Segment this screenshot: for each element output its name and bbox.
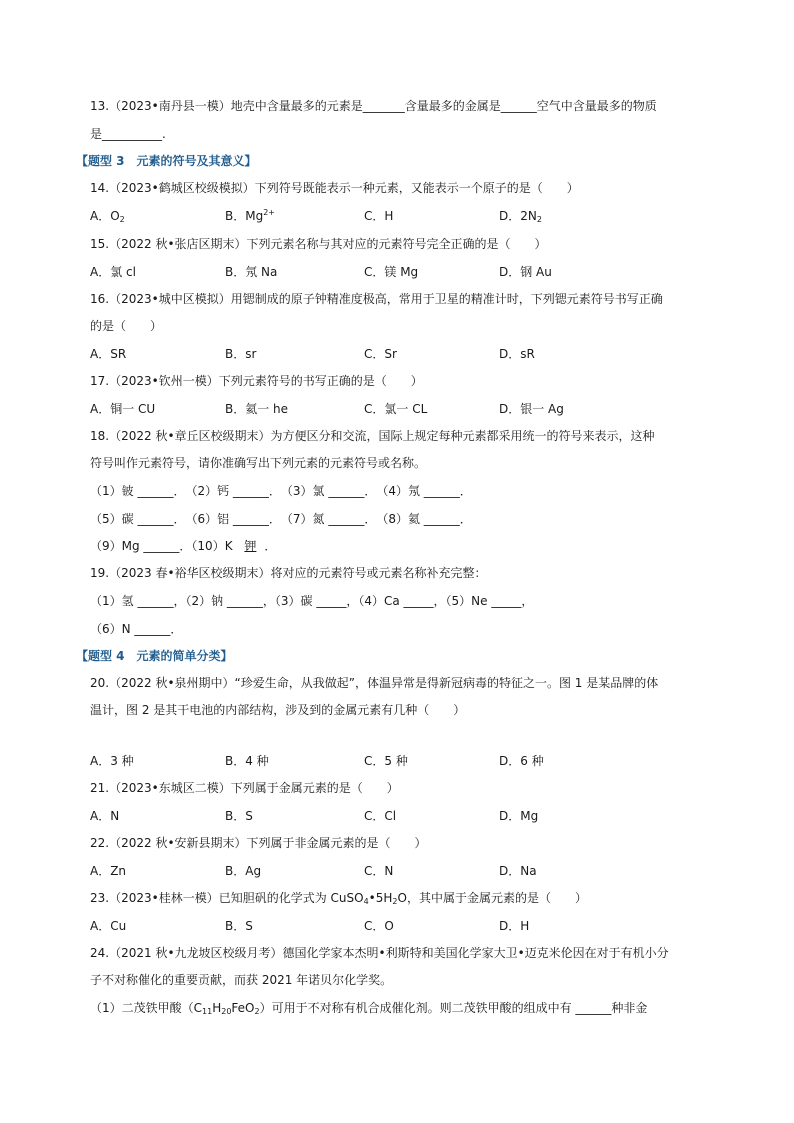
q15-option-b[interactable]: B．氖 Na — [225, 265, 278, 279]
q13-line2: 是__________. — [90, 127, 166, 141]
q24-line2: 子不对称催化的重要贡献，而获 2021 年诺贝尔化学奖。 — [90, 973, 393, 987]
q18-line2: 符号叫作元素符号，请你准确写出下列元素的元素符号或名称。 — [90, 456, 427, 470]
q20-option-c[interactable]: C．5 种 — [364, 754, 408, 768]
q22-option-d[interactable]: D．Na — [499, 864, 537, 878]
subscript: 2 — [392, 897, 398, 906]
q20-option-b[interactable]: B．4 种 — [225, 754, 269, 768]
q22-option-c[interactable]: C．N — [364, 864, 394, 878]
q19-stem: 19.（2023 春•裕华区校级期末）将对应的元素符号或元素名称补充完整： — [90, 566, 487, 580]
q18-blanks-row3[interactable] — [90, 538, 276, 554]
q18-blanks-row2[interactable]: （5）碳 ______． （6）铝 ______． （7）氮 ______． （8）氦 ______． — [90, 512, 472, 526]
q17-option-a[interactable]: A．铜一 CU — [90, 402, 156, 416]
section-4-heading: 【题型 4 元素的简单分类】 — [76, 649, 233, 663]
q14-option-d[interactable] — [499, 208, 542, 224]
q15-stem: 15.（2022 秋•张店区期末）下列元素名称与其对应的元素符号完全正确的是（ ） — [90, 237, 547, 251]
q23-stem-part3: O，其中属于金属元素的是（ ） — [397, 891, 587, 905]
q17-stem: 17.（2023•钦州一模）下列元素符号的书写正确的是（ ） — [90, 374, 423, 388]
q20-line1: 20.（2022 秋•泉州期中）“珍爱生命，从我做起”，体温异常是得新冠病毒的特征之一。图 1 是某品牌的体 — [90, 676, 659, 690]
q16-line2: 的是（ ） — [90, 319, 163, 333]
q17-option-d[interactable]: D．银一 Ag — [499, 402, 564, 416]
subscript: 20 — [221, 1007, 232, 1016]
q23-option-b[interactable]: B．S — [225, 919, 253, 933]
subscript: 2 — [119, 215, 125, 224]
subscript: 2 — [254, 1007, 260, 1016]
q22-stem: 22.（2022 秋•安新县期末）下列属于非金属元素的是（ ） — [90, 836, 427, 850]
q14-stem: 14.（2023•鹤城区校级模拟）下列符号既能表示一种元素，又能表示一个原子的是（ ） — [90, 181, 579, 195]
q19-blanks-row1[interactable]: （1）氢 ______，（2）钠 ______，（3）碳 _____，（4）Ca _____，（5）Ne _____， — [90, 594, 534, 608]
q18-blanks-row1[interactable]: （1）铍 ______． （2）钙 ______． （3）氯 ______． （4）氖 ______． — [90, 484, 472, 498]
q14-option-c[interactable]: C．H — [364, 209, 394, 223]
superscript: 2+ — [263, 208, 276, 217]
q22-option-b[interactable]: B．Ag — [225, 864, 262, 878]
q20-option-a[interactable]: A．3 种 — [90, 754, 134, 768]
subscript: 4 — [363, 897, 369, 906]
q15-option-a[interactable]: A．氯 cl — [90, 265, 136, 279]
q21-option-c[interactable]: C．Cl — [364, 809, 397, 823]
q23-option-d[interactable]: D．H — [499, 919, 530, 933]
q23-stem-part2: •5H — [368, 891, 393, 905]
q21-option-d[interactable]: D．Mg — [499, 809, 539, 823]
q23-stem-part1: 23.（2023•桂林一模）已知胆矾的化学式为 CuSO — [90, 891, 364, 905]
q24-line1: 24.（2021 秋•九龙坡区校级月考）德国化学家本杰明•利斯特和美国化学家大卫•迈克米伦因在对于有机小分 — [90, 946, 669, 960]
q21-option-b[interactable]: B．S — [225, 809, 253, 823]
q18-row3-text: （9）Mg ______．（10）K — [90, 539, 237, 553]
q24-sub1-part2: H — [212, 1001, 222, 1015]
q21-option-a[interactable]: A．N — [90, 809, 120, 823]
q17-option-b[interactable]: B．氦一 he — [225, 402, 289, 416]
q14-option-a[interactable] — [90, 208, 125, 224]
q20-option-d[interactable]: D．6 种 — [499, 754, 544, 768]
q14-option-d-text: D．2N — [499, 209, 537, 223]
q19-blanks-row2[interactable]: （6）N ______． — [90, 622, 183, 636]
q24-sub1-part1: （1）二茂铁甲酸（C — [90, 1001, 203, 1015]
q21-stem: 21.（2023•东城区二模）下列属于金属元素的是（ ） — [90, 781, 399, 795]
q23-option-c[interactable]: C．O — [364, 919, 394, 933]
q24-sub1-part4: ）可用于不对称有机合成催化剂。则二茂铁甲酸的组成中有 ______种非金 — [259, 1001, 648, 1015]
q23-option-a[interactable]: A．Cu — [90, 919, 127, 933]
q24-subquestion-1[interactable] — [90, 1000, 647, 1016]
section-3-heading: 【题型 3 元素的符号及其意义】 — [76, 154, 257, 168]
q14-option-b-text: B．Mg — [225, 209, 264, 223]
subscript: 11 — [202, 1007, 213, 1016]
q16-line1: 16.（2023•城中区模拟）用锶制成的原子钟精准度极高，常用于卫星的精准计时，下列锶元素符号书写正确 — [90, 292, 663, 306]
q18-line1: 18.（2022 秋•章丘区校级期末）为方便区分和交流，国际上规定每种元素都采用统一的符号来表示，这种 — [90, 429, 655, 443]
q14-option-b[interactable] — [225, 208, 275, 224]
q18-row3-end: ． — [264, 539, 277, 553]
q14-option-a-text: A．O — [90, 209, 120, 223]
q15-option-d[interactable]: D．钢 Au — [499, 265, 552, 279]
q15-option-c[interactable]: C．镁 Mg — [364, 265, 419, 279]
q16-option-c[interactable]: C．Sr — [364, 347, 397, 361]
q16-option-a[interactable]: A．SR — [90, 347, 127, 361]
q16-option-b[interactable]: B．sr — [225, 347, 257, 361]
subscript: 2 — [536, 215, 542, 224]
q24-sub1-part3: FeO — [231, 1001, 255, 1015]
q16-option-d[interactable]: D．sR — [499, 347, 535, 361]
q20-line2: 温计，图 2 是其干电池的内部结构，涉及到的金属元素有几种（ ） — [90, 703, 466, 717]
q23-stem — [90, 890, 587, 906]
q17-option-c[interactable]: C．氯一 CL — [364, 402, 428, 416]
q22-option-a[interactable]: A．Zn — [90, 864, 127, 878]
q18-filled-answer: 钾 — [244, 539, 257, 553]
q13-line1: 13.（2023•南丹县一模）地壳中含量最多的元素是_______含量最多的金属是______空气中含量最多的物质 — [90, 99, 657, 113]
